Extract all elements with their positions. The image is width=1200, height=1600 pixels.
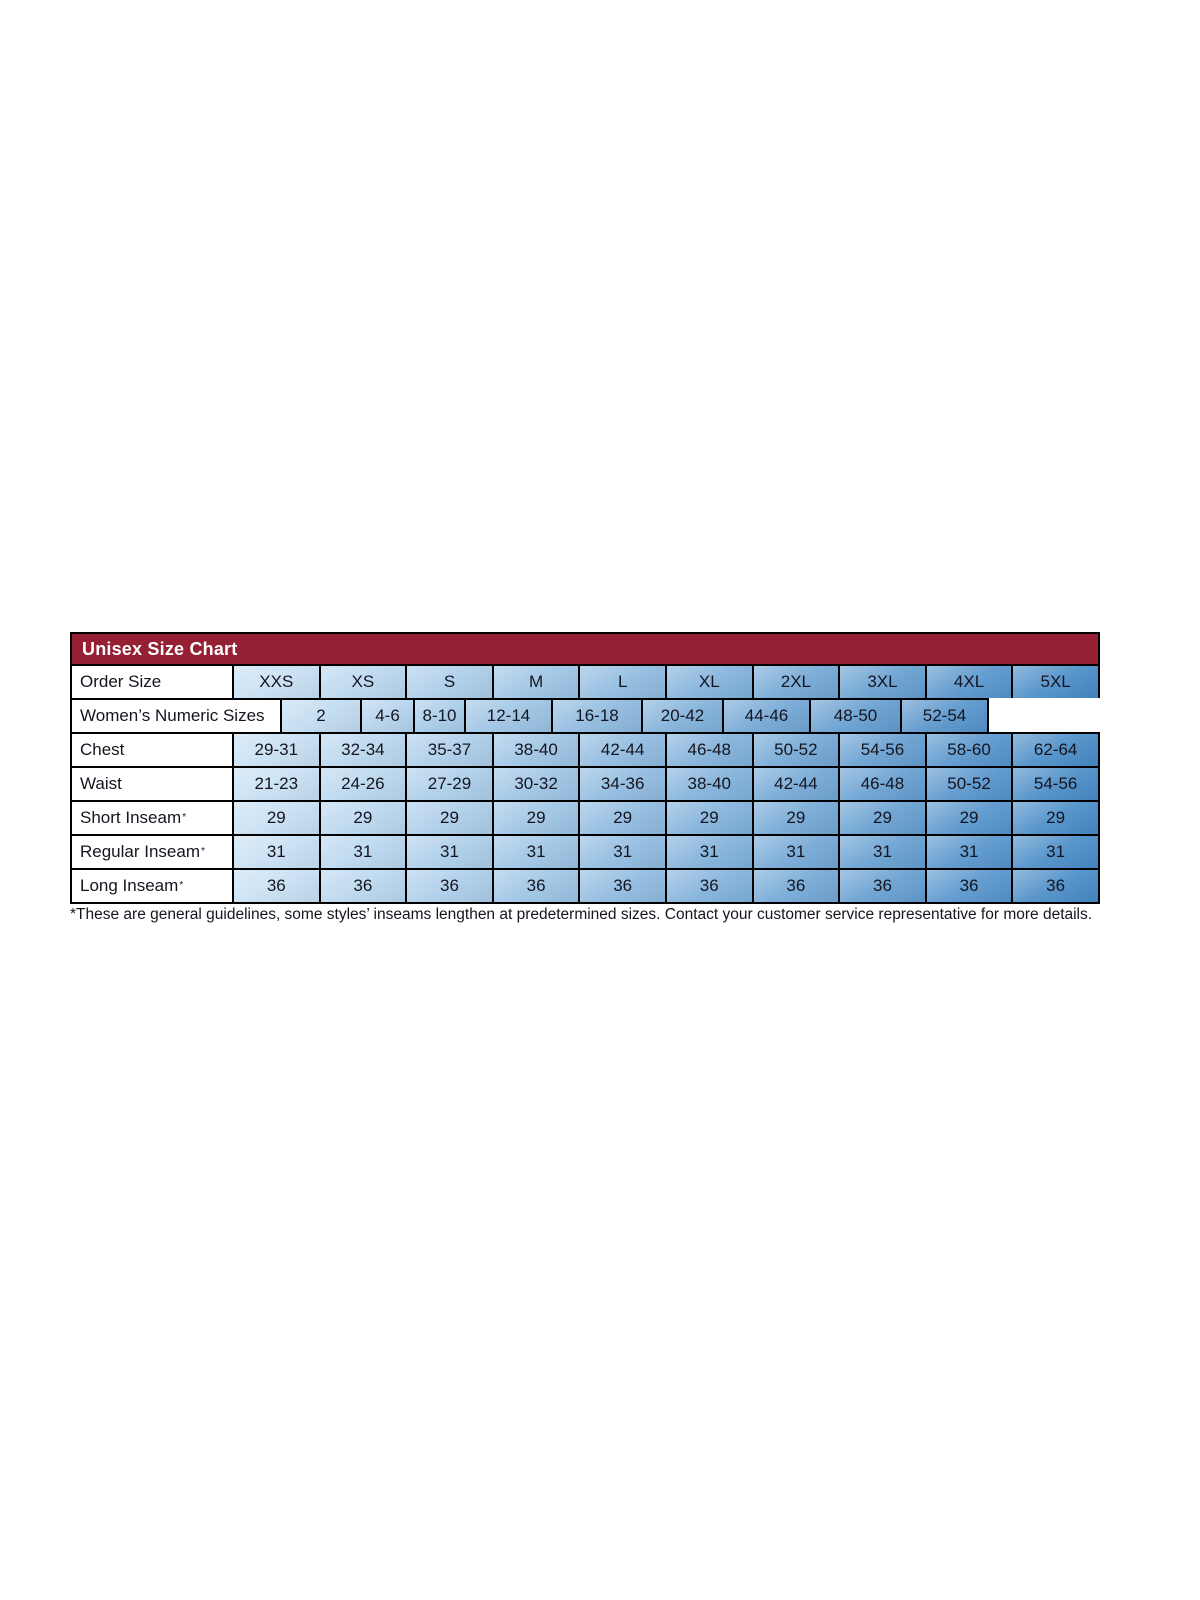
- long-inseam-cell: 36: [578, 868, 667, 904]
- womens-size-cell-16-18: 16-18: [551, 698, 643, 734]
- womens-size-cell-4-6: 4-6: [360, 698, 415, 734]
- long-inseam-label: Long Inseam *: [70, 868, 234, 904]
- waist-label: [70, 766, 234, 802]
- waist-label-text: Waist: [80, 774, 122, 793]
- chart-title-bar: [70, 632, 1100, 666]
- chest-cell: 62-64: [1011, 732, 1100, 768]
- footnote: *These are general guidelines, some styles’ inseams lengthen at predetermined sizes. Contact your customer service representative for more details.: [70, 906, 1093, 923]
- long-inseam-cell: 36: [665, 868, 754, 904]
- waist-cell: 34-36: [578, 766, 667, 802]
- regular-inseam-cell: 31: [578, 834, 667, 870]
- chest-label-text: Chest: [80, 740, 125, 759]
- chart-title: Unisex Size Chart: [82, 638, 238, 659]
- womens-size-cell-20-42: 20-42: [641, 698, 724, 734]
- regular-inseam-cell: 31: [925, 834, 1014, 870]
- size-col-header-2xl: 2XL: [752, 664, 841, 700]
- long-inseam-cell: 36: [232, 868, 321, 904]
- chest-cell: 32-34: [319, 732, 408, 768]
- short-inseam-cell: 29: [838, 800, 927, 836]
- womens-size-cell-52-54: 52-54: [900, 698, 989, 734]
- size-col-header-s: S: [405, 664, 494, 700]
- short-inseam-row: [70, 800, 1100, 836]
- long-inseam-cell: 36: [1011, 868, 1100, 904]
- size-col-header-3xl: 3XL: [838, 664, 927, 700]
- chest-cell: 35-37: [405, 732, 494, 768]
- short-inseam-cell: 29: [752, 800, 841, 836]
- regular-inseam-cell: 31: [752, 834, 841, 870]
- short-inseam-cell: 29: [1011, 800, 1100, 836]
- short-inseam-label: Short Inseam *: [70, 800, 234, 836]
- regular-inseam-row: [70, 834, 1100, 870]
- long-inseam-cell: 36: [752, 868, 841, 904]
- long-inseam-row: [70, 868, 1100, 904]
- size-col-header-xs: XS: [319, 664, 408, 700]
- short-inseam-cell: 29: [405, 800, 494, 836]
- womens-size-cell-12-14: 12-14: [464, 698, 553, 734]
- size-chart-rows: [70, 664, 1100, 904]
- regular-inseam-cell: 31: [492, 834, 581, 870]
- short-inseam-cell: 29: [578, 800, 667, 836]
- chest-row: [70, 732, 1100, 768]
- waist-cell: 38-40: [665, 766, 754, 802]
- size-col-header-xxs: XXS: [232, 664, 321, 700]
- waist-cell: 54-56: [1011, 766, 1100, 802]
- long-inseam-cell: 36: [838, 868, 927, 904]
- waist-cell: 42-44: [752, 766, 841, 802]
- chest-cell: 42-44: [578, 732, 667, 768]
- short-inseam-label-text: Short Inseam: [80, 808, 182, 827]
- waist-cell: 46-48: [838, 766, 927, 802]
- chest-label: [70, 732, 234, 768]
- waist-cell: 50-52: [925, 766, 1014, 802]
- long-inseam-cell: 36: [405, 868, 494, 904]
- short-inseam-cell: 29: [665, 800, 754, 836]
- womens-size-cell-2: 2: [280, 698, 362, 734]
- long-inseam-label-text: Long Inseam: [80, 876, 179, 895]
- regular-inseam-label-text: Regular Inseam: [80, 842, 201, 861]
- chest-cell: 50-52: [752, 732, 841, 768]
- chest-cell: 38-40: [492, 732, 581, 768]
- waist-cell: 27-29: [405, 766, 494, 802]
- regular-inseam-cell: 31: [838, 834, 927, 870]
- waist-cell: 21-23: [232, 766, 321, 802]
- order-size-label: Order Size: [70, 664, 234, 700]
- regular-inseam-cell: 31: [1011, 834, 1100, 870]
- waist-row: [70, 766, 1100, 802]
- womens-empty-cell: [989, 698, 1100, 734]
- short-inseam-cell: 29: [319, 800, 408, 836]
- chest-cell: 46-48: [665, 732, 754, 768]
- size-col-header-5xl: 5XL: [1011, 664, 1100, 700]
- size-col-header-m: M: [492, 664, 581, 700]
- waist-cell: 24-26: [319, 766, 408, 802]
- order-size-row: [70, 664, 1100, 700]
- short-inseam-cell: 29: [925, 800, 1014, 836]
- short-inseam-cell: 29: [232, 800, 321, 836]
- long-inseam-cell: 36: [319, 868, 408, 904]
- chest-cell: 58-60: [925, 732, 1014, 768]
- regular-inseam-cell: 31: [405, 834, 494, 870]
- chest-cell: 54-56: [838, 732, 927, 768]
- womens-size-cell-48-50: 48-50: [809, 698, 902, 734]
- womens-numeric-sizes-label: Women’s Numeric Sizes: [70, 698, 282, 734]
- womens-numeric-sizes-row: [70, 698, 1100, 734]
- short-inseam-cell: 29: [492, 800, 581, 836]
- regular-inseam-cell: 31: [319, 834, 408, 870]
- chest-cell: 29-31: [232, 732, 321, 768]
- long-inseam-cell: 36: [925, 868, 1014, 904]
- womens-size-cell-8-10: 8-10: [413, 698, 466, 734]
- unisex-size-chart-table: [70, 632, 1100, 904]
- regular-inseam-label: Regular Inseam *: [70, 834, 234, 870]
- womens-size-cell-44-46: 44-46: [722, 698, 811, 734]
- size-col-header-4xl: 4XL: [925, 664, 1014, 700]
- regular-inseam-cell: 31: [665, 834, 754, 870]
- size-col-header-l: L: [578, 664, 667, 700]
- waist-cell: 30-32: [492, 766, 581, 802]
- regular-inseam-cell: 31: [232, 834, 321, 870]
- long-inseam-cell: 36: [492, 868, 581, 904]
- size-col-header-xl: XL: [665, 664, 754, 700]
